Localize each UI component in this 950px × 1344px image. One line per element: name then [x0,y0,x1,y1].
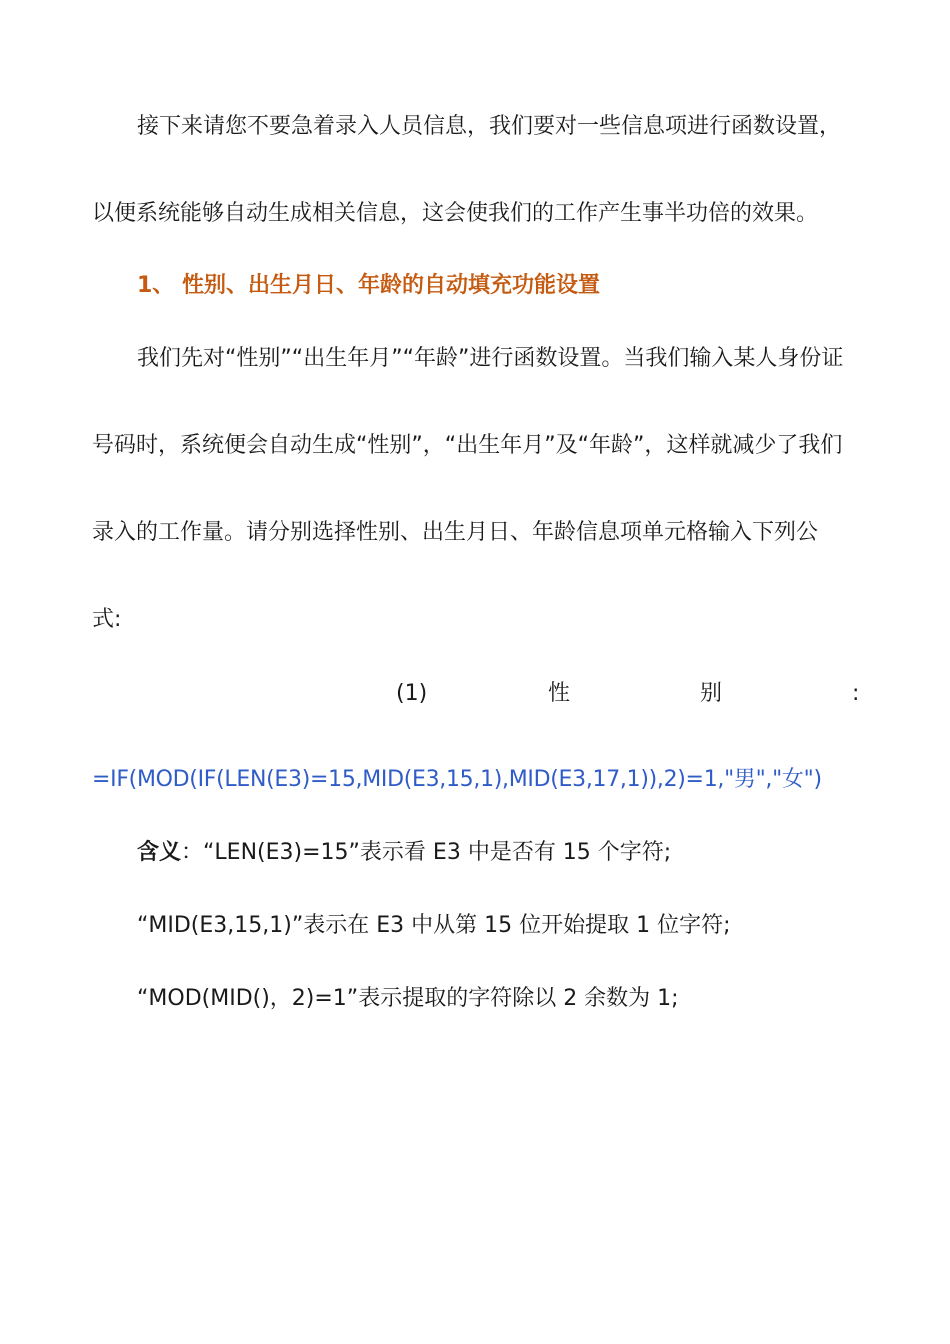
meaning-line-2: “MID(E3,15,1)”表示在 E3 中从第 15 位开始提取 1 位字符; [137,913,731,938]
item-number: (1) [396,681,428,706]
paragraph-2-line-1: 我们先对“性别”“出生年月”“年龄”进行函数设置。当我们输入某人身份证 [137,346,844,371]
paragraph-2-line-3: 录入的工作量。请分别选择性别、出生月日、年龄信息项单元格输入下列公 [92,520,819,545]
meaning-label: 含义 [137,840,182,865]
meaning-line-3: “MOD(MID()，2)=1”表示提取的字符除以 2 余数为 1; [137,986,679,1011]
paragraph-1-line-1: 接下来请您不要急着录入人员信息，我们要对一些信息项进行函数设置， [137,114,842,139]
item-title-char-2: 别 [700,681,723,706]
meaning-colon: ： [181,840,204,865]
meaning-line-1-text: “LEN(E3)=15”表示看 E3 中是否有 15 个字符; [203,840,672,865]
paragraph-2-line-4: 式: [92,607,122,632]
paragraph-2-line-2: 号码时，系统便会自动生成“性别”，“出生年月”及“年龄”，这样就减少了我们 [92,433,843,458]
section-heading: 1、 性别、出生月日、年龄的自动填充功能设置 [137,273,600,298]
gender-formula: =IF(MOD(IF(LEN(E3)=15,MID(E3,15,1),MID(E3,17,1)),2)=1,"男","女") [92,767,822,792]
paragraph-1-line-2: 以便系统能够自动生成相关信息，这会使我们的工作产生事半功倍的效果。 [92,201,819,226]
item-title-colon: : [852,681,860,706]
item-title-char-1: 性 [548,681,571,706]
meaning-line-1 [137,838,862,868]
